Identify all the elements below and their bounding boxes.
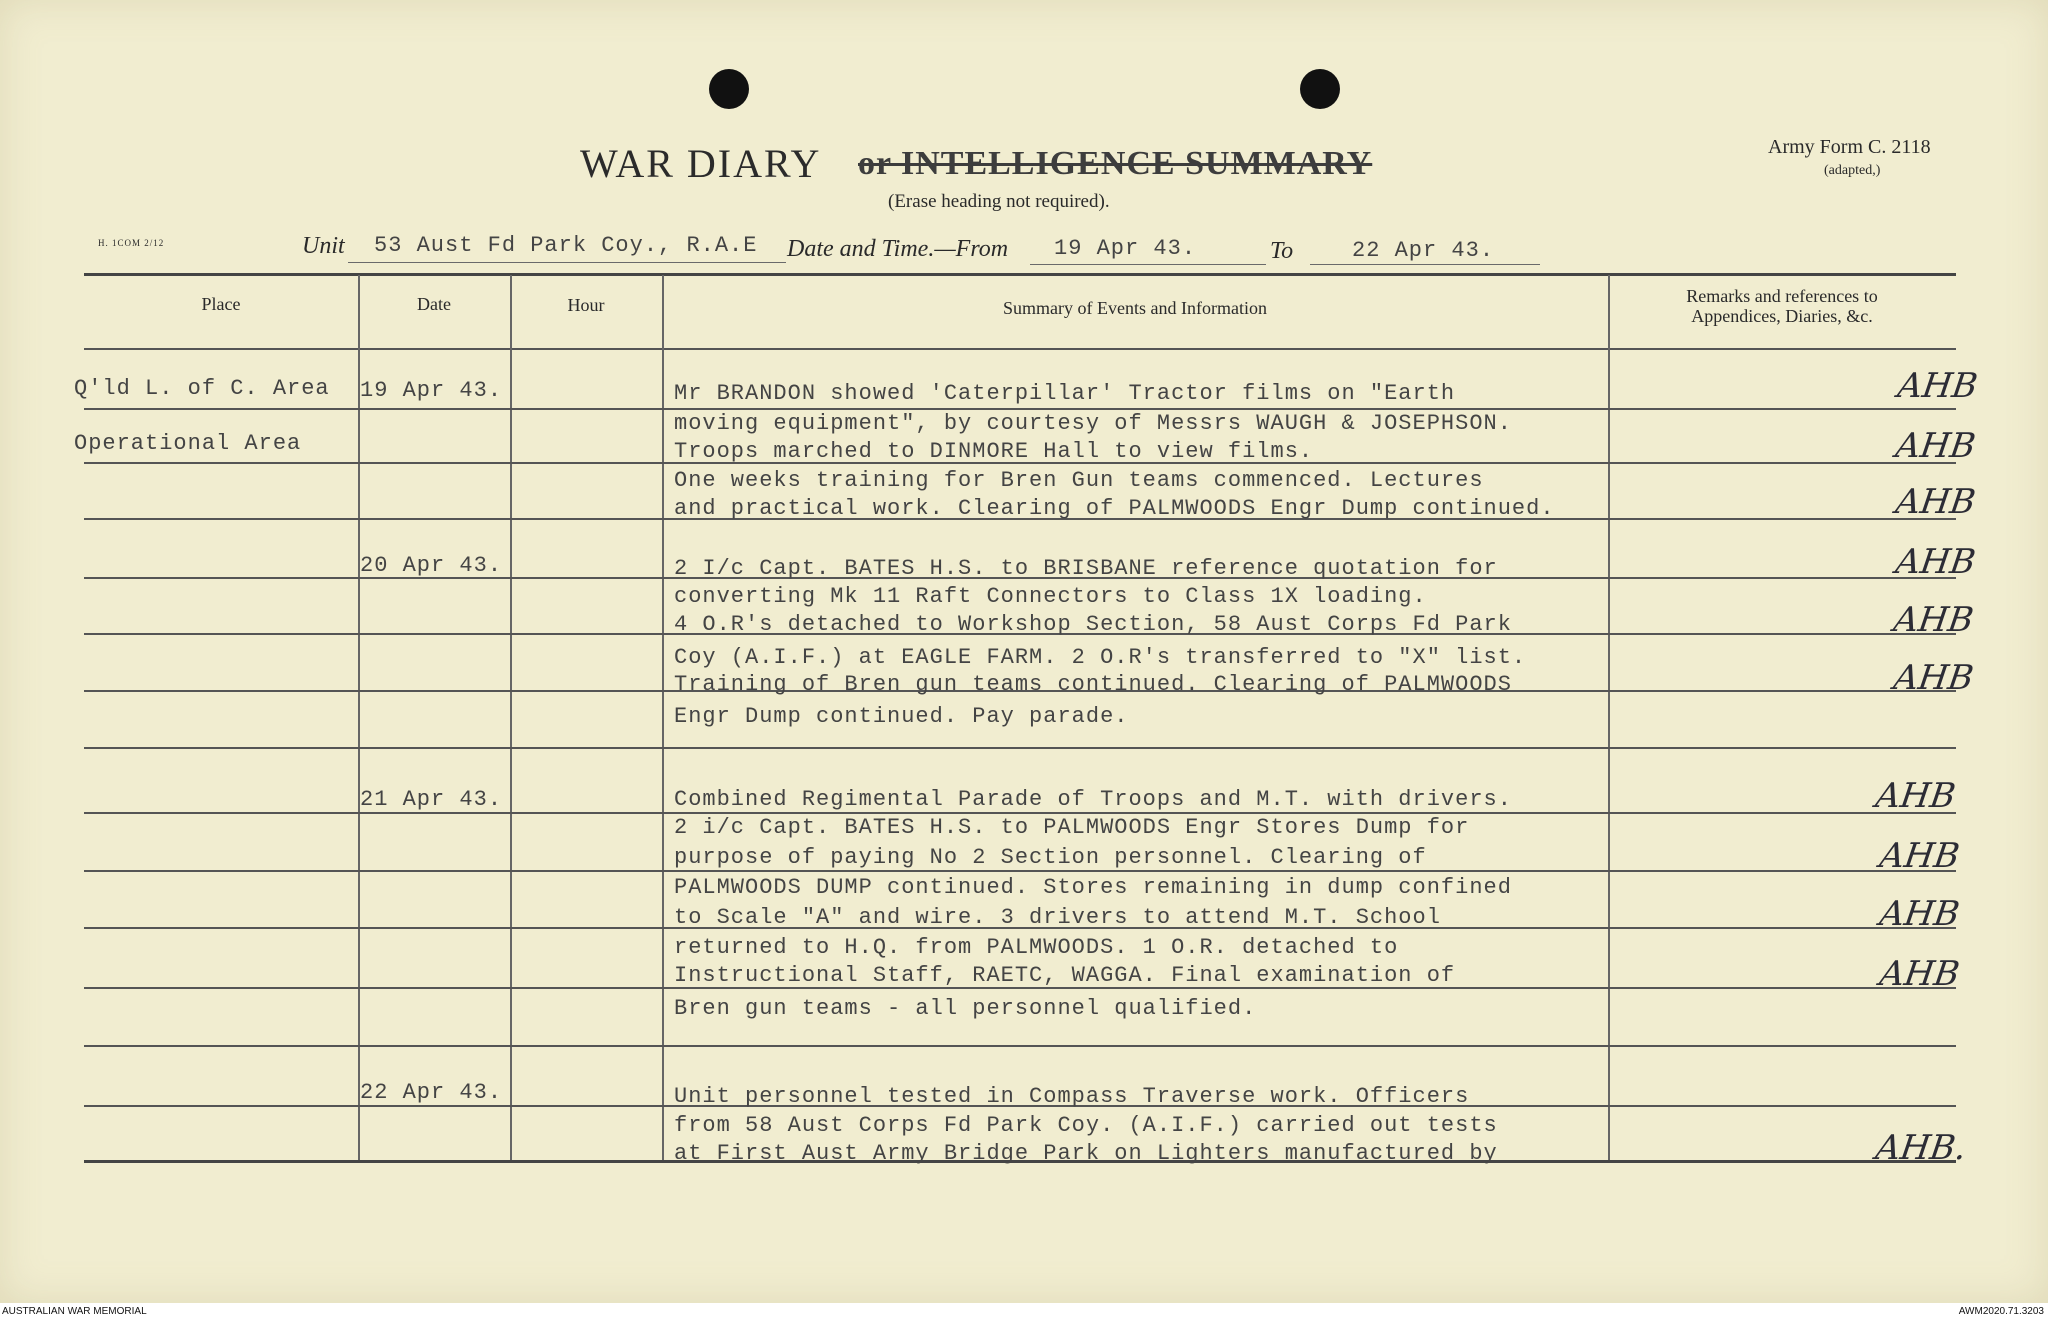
from-date: 19 Apr 43.: [1054, 236, 1197, 261]
summary-line: Troops marched to DINMORE Hall to view films.: [674, 439, 1314, 464]
punch-hole-left: [709, 69, 749, 109]
datetime-label: Date and Time.—From: [787, 236, 1009, 262]
to-date: 22 Apr 43.: [1352, 238, 1495, 263]
summary-line: Instructional Staff, RAETC, WAGGA. Final examination of: [674, 963, 1456, 988]
summary-line: to Scale "A" and wire. 3 drivers to attend M.T. School: [674, 905, 1441, 930]
summary-line: PALMWOODS DUMP continued. Stores remaining in dump confined: [674, 875, 1512, 900]
archive-reference: AWM2020.71.3203: [1958, 1306, 2044, 1317]
summary-line: Combined Regimental Parade of Troops and M.T. with drivers.: [674, 787, 1512, 812]
summary-line: One weeks training for Bren Gun teams commenced. Lectures: [674, 468, 1484, 493]
column-header-summary: Summary of Events and Information: [1003, 298, 1267, 318]
summary-line: Bren gun teams - all personnel qualified.: [674, 996, 1257, 1021]
form-code: H. 1COM 2/12: [98, 238, 165, 248]
handwritten-initials: AHB: [1891, 600, 1977, 640]
handwritten-initials: AHB: [1891, 658, 1977, 698]
summary-line: Training of Bren gun teams continued. Clearing of PALMWOODS: [674, 672, 1512, 697]
handwritten-initials: AHB: [1893, 426, 1979, 466]
handwritten-initials: AHB.: [1873, 1128, 1969, 1168]
summary-line: 2 i/c Capt. BATES H.S. to PALMWOODS Engr Stores Dump for: [674, 815, 1470, 840]
form-adapted: (adapted,): [1824, 163, 1881, 178]
handwritten-initials: AHB: [1877, 894, 1963, 934]
handwritten-initials: AHB: [1877, 954, 1963, 994]
remarks-header-line1: Remarks and references to: [1686, 286, 1878, 306]
date-entry: 21 Apr 43.: [360, 787, 503, 812]
column-header-date: Date: [417, 294, 451, 314]
table-top-rule: [84, 273, 1956, 276]
unit-value: 53 Aust Fd Park Coy., R.A.E: [374, 233, 758, 258]
summary-line: 2 I/c Capt. BATES H.S. to BRISBANE reference quotation for: [674, 556, 1498, 581]
handwritten-initials: AHB: [1877, 836, 1963, 876]
punch-hole-right: [1300, 69, 1340, 109]
summary-line: at First Aust Army Bridge Park on Lighters manufactured by: [674, 1141, 1498, 1166]
column-header-hour: Hour: [567, 295, 605, 315]
summary-line: moving equipment", by courtesy of Messrs WAUGH & JOSEPHSON.: [674, 411, 1512, 436]
place-entry: Operational Area: [74, 431, 302, 456]
column-header-place: Place: [201, 294, 241, 314]
summary-line: Engr Dump continued. Pay parade.: [674, 704, 1129, 729]
summary-line: Unit personnel tested in Compass Traverse work. Officers: [674, 1084, 1470, 1109]
summary-line: returned to H.Q. from PALMWOODS. 1 O.R. detached to: [674, 935, 1399, 960]
summary-line: and practical work. Clearing of PALMWOODS Engr Dump continued.: [674, 496, 1555, 521]
handwritten-initials: AHB: [1893, 542, 1979, 582]
summary-line: purpose of paying No 2 Section personnel. Clearing of: [674, 845, 1427, 870]
place-entry: Q'ld L. of C. Area: [74, 376, 330, 401]
handwritten-initials: AHB: [1895, 366, 1981, 406]
summary-line: Coy (A.I.F.) at EAGLE FARM. 2 O.R's transferred to "X" list.: [674, 645, 1527, 670]
remarks-header-line2: Appendices, Diaries, &c.: [1691, 306, 1873, 326]
page-title: WAR DIARY: [580, 141, 822, 186]
column-header-remarks: [1608, 286, 1956, 326]
form-number: Army Form C. 2118: [1768, 136, 1931, 158]
summary-line: 4 O.R's detached to Workshop Section, 58 Aust Corps Fd Park: [674, 612, 1512, 637]
archive-credit: AUSTRALIAN WAR MEMORIAL: [2, 1306, 147, 1317]
date-entry: 20 Apr 43.: [360, 553, 503, 578]
handwritten-initials: AHB: [1893, 482, 1979, 522]
to-label: To: [1270, 238, 1294, 264]
struck-heading: or INTELLIGENCE SUMMARY: [858, 145, 1373, 182]
date-entry: 22 Apr 43.: [360, 1080, 503, 1105]
unit-label: Unit: [302, 233, 345, 259]
summary-line: Mr BRANDON showed 'Caterpillar' Tractor films on "Earth: [674, 381, 1456, 406]
summary-line: from 58 Aust Corps Fd Park Coy. (A.I.F.) carried out tests: [674, 1113, 1498, 1138]
subtitle: (Erase heading not required).: [888, 191, 1110, 212]
summary-line: converting Mk 11 Raft Connectors to Class 1X loading.: [674, 584, 1427, 609]
date-entry: 19 Apr 43.: [360, 378, 503, 403]
handwritten-initials: AHB: [1873, 776, 1959, 816]
